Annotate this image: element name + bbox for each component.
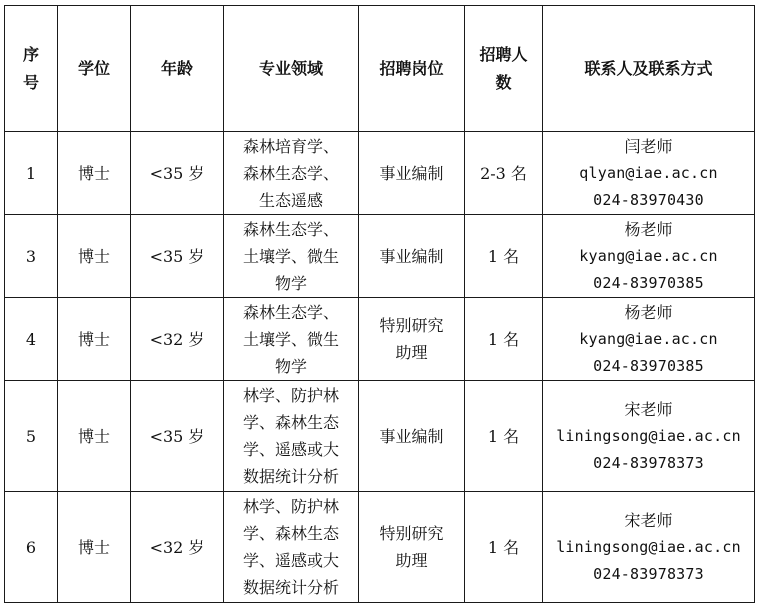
- cell-age: <32 岁: [131, 298, 224, 381]
- table-row: [5, 381, 755, 492]
- cell-post: 特别研究 助理: [359, 492, 465, 603]
- contact-email[interactable]: liningsong@iae.ac.cn: [556, 426, 741, 445]
- cell-count: 2-3 名: [465, 132, 543, 215]
- header-major: 专业领域: [224, 6, 359, 132]
- cell-contact: [543, 132, 755, 215]
- cell-age: <35 岁: [131, 215, 224, 298]
- cell-age: <35 岁: [131, 132, 224, 215]
- recruitment-table: [4, 5, 755, 603]
- cell-degree: 博士: [58, 215, 131, 298]
- contact-email[interactable]: kyang@iae.ac.cn: [579, 246, 718, 265]
- cell-contact: [543, 492, 755, 603]
- table-row: [5, 132, 755, 215]
- cell-degree: 博士: [58, 298, 131, 381]
- cell-contact: [543, 215, 755, 298]
- contact-phone: 024-83970385: [593, 356, 704, 375]
- contact-name: 宋老师: [624, 510, 673, 530]
- contact-name: 宋老师: [624, 399, 673, 419]
- cell-age: <32 岁: [131, 492, 224, 603]
- contact-phone: 024-83970385: [593, 273, 704, 292]
- cell-major: 林学、防护林 学、森林生态 学、遥感或大 数据统计分析: [224, 492, 359, 603]
- cell-degree: 博士: [58, 381, 131, 492]
- cell-count: 1 名: [465, 381, 543, 492]
- contact-phone: 024-83978373: [593, 453, 704, 472]
- cell-post: 事业编制: [359, 381, 465, 492]
- header-seq: 序 号: [5, 6, 58, 132]
- contact-name: 杨老师: [624, 302, 673, 322]
- header-age: 年龄: [131, 6, 224, 132]
- cell-major: 林学、防护林 学、森林生态 学、遥感或大 数据统计分析: [224, 381, 359, 492]
- cell-major: 森林培育学、 森林生态学、 生态遥感: [224, 132, 359, 215]
- cell-post: 事业编制: [359, 132, 465, 215]
- cell-post: 事业编制: [359, 215, 465, 298]
- header-row: [5, 6, 755, 132]
- header-post: 招聘岗位: [359, 6, 465, 132]
- cell-seq: 6: [5, 492, 58, 603]
- cell-post: 特别研究 助理: [359, 298, 465, 381]
- contact-email[interactable]: liningsong@iae.ac.cn: [556, 537, 741, 556]
- cell-degree: 博士: [58, 132, 131, 215]
- header-contact: 联系人及联系方式: [543, 6, 755, 132]
- contact-name: 闫老师: [624, 136, 673, 156]
- table-row: [5, 492, 755, 603]
- cell-major: 森林生态学、 土壤学、微生 物学: [224, 298, 359, 381]
- cell-count: 1 名: [465, 215, 543, 298]
- header-degree: 学位: [58, 6, 131, 132]
- contact-name: 杨老师: [624, 219, 673, 239]
- contact-phone: 024-83978373: [593, 564, 704, 583]
- cell-seq: 5: [5, 381, 58, 492]
- contact-phone: 024-83970430: [593, 190, 704, 209]
- cell-seq: 1: [5, 132, 58, 215]
- table-row: [5, 298, 755, 381]
- cell-age: <35 岁: [131, 381, 224, 492]
- cell-seq: 4: [5, 298, 58, 381]
- cell-degree: 博士: [58, 492, 131, 603]
- contact-email[interactable]: kyang@iae.ac.cn: [579, 329, 718, 348]
- cell-major: 森林生态学、 土壤学、微生 物学: [224, 215, 359, 298]
- header-count: 招聘人 数: [465, 6, 543, 132]
- table-row: [5, 215, 755, 298]
- cell-count: 1 名: [465, 492, 543, 603]
- contact-email[interactable]: qlyan@iae.ac.cn: [579, 163, 718, 182]
- cell-contact: [543, 298, 755, 381]
- cell-count: 1 名: [465, 298, 543, 381]
- cell-seq: 3: [5, 215, 58, 298]
- cell-contact: [543, 381, 755, 492]
